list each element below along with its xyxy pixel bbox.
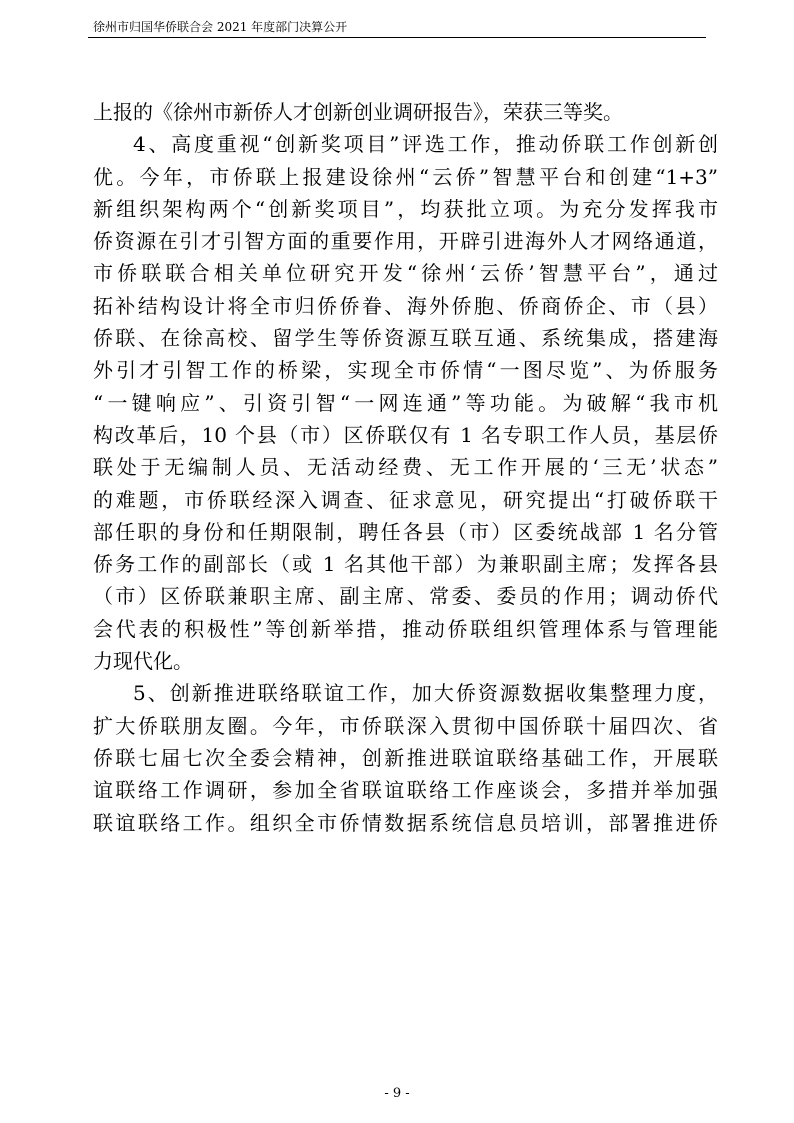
text-line: 拓补结构设计将全市归侨侨眷、海外侨胞、侨商侨企、市（县）	[93, 293, 718, 318]
text-line: 4、高度重视“创新奖项目”评选工作，推动侨联工作创新创	[133, 132, 718, 157]
text-line: 侨务工作的副部长（或 1 名其他干部）为兼职副主席；发挥各县	[93, 552, 718, 577]
text-line: 联处于无编制人员、无活动经费、无工作开展的‘三无’状态”	[93, 455, 718, 480]
text-line: 侨联七届七次全委会精神，创新推进联谊联络基础工作，开展联	[93, 745, 718, 770]
text-line: 优。今年，市侨联上报建设徐州“云侨”智慧平台和创建“1+3”	[93, 164, 718, 189]
text-line: 扩大侨联朋友圈。今年，市侨联深入贯彻中国侨联十届四次、省	[93, 713, 718, 738]
header-divider	[88, 37, 706, 38]
text-line: 新组织架构两个“创新奖项目”，均获批立项。为充分发挥我市	[93, 196, 718, 221]
text-line: 侨联、在徐高校、留学生等侨资源互联互通、系统集成，搭建海	[93, 326, 718, 351]
document-body	[93, 96, 718, 839]
text-line: 侨资源在引才引智方面的重要作用，开辟引进海外人才网络通道，	[93, 229, 718, 254]
text-line: 外引才引智工作的桥梁，实现全市侨情“一图尽览”、为侨服务	[93, 358, 718, 383]
text-line: “一键响应”、引资引智“一网连通”等功能。为破解“我市机	[93, 390, 718, 415]
text-line: 市侨联联合相关单位研究开发“徐州‘云侨’智慧平台”，通过	[93, 261, 718, 286]
text-line: 构改革后，10 个县（市）区侨联仅有 1 名专职工作人员，基层侨	[93, 422, 718, 447]
text-line: 上报的《徐州市新侨人才创新创业调研报告》，荣获三等奖。	[93, 100, 623, 124]
page-header-title: 徐州市归国华侨联合会 2021 年度部门决算公开	[93, 20, 348, 34]
text-line: 的难题，市侨联经深入调查、征求意见，研究提出“打破侨联干	[93, 487, 718, 512]
text-line: 部任职的身份和任期限制，聘任各县（市）区委统战部 1 名分管	[93, 519, 718, 544]
text-line: 力现代化。	[93, 649, 193, 674]
text-line: 5、创新推进联络联谊工作，加大侨资源数据收集整理力度，	[133, 681, 718, 706]
text-line: 会代表的积极性”等创新举措，推动侨联组织管理体系与管理能	[93, 616, 718, 641]
page-number: - 9 -	[384, 1086, 410, 1101]
text-line: 谊联络工作调研，参加全省联谊联络工作座谈会，多措并举加强	[93, 778, 718, 803]
text-line: （市）区侨联兼职主席、副主席、常委、委员的作用；调动侨代	[93, 584, 718, 609]
text-line: 联谊联络工作。组织全市侨情数据系统信息员培训，部署推进侨	[93, 810, 718, 835]
